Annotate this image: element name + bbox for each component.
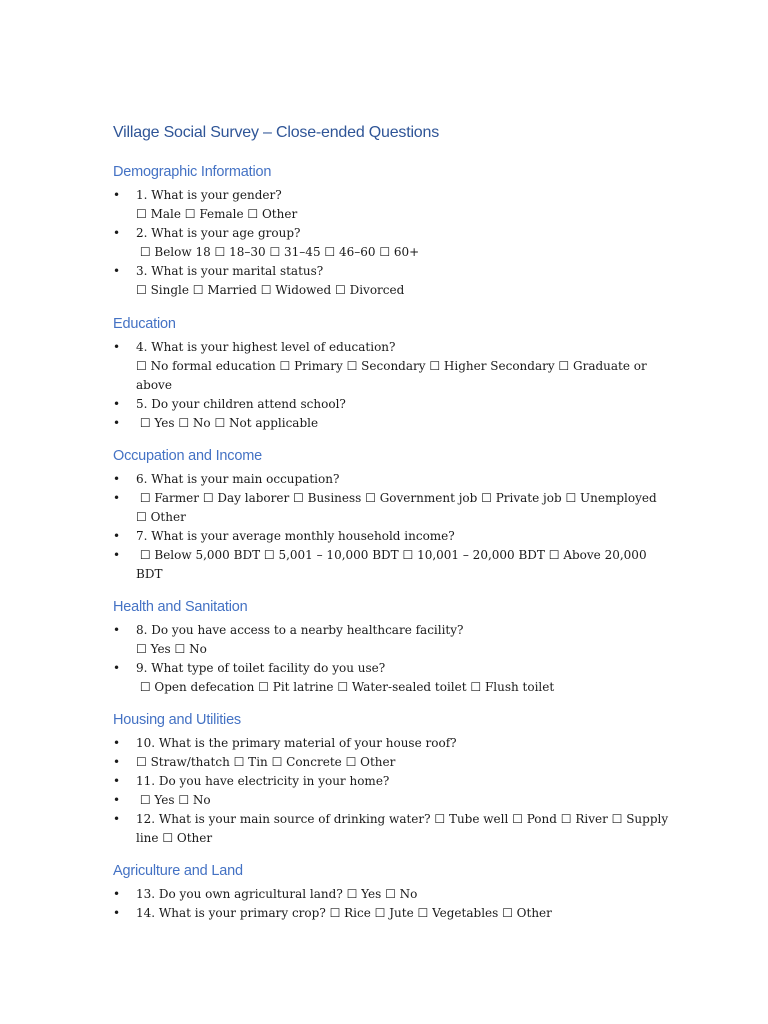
question-text: 10. What is the primary material of your house roof? [136, 736, 457, 750]
bullet-icon: • [113, 188, 121, 202]
question-list [113, 470, 673, 584]
section-heading: Health and Sanitation [113, 599, 248, 615]
question-text: ☐ No formal education ☐ Primary ☐ Secondary ☐ Higher Secondary ☐ Graduate or [136, 359, 647, 373]
question-text: 12. What is your main source of drinking water? ☐ Tube well ☐ Pond ☐ River ☐ Supply [136, 812, 669, 826]
bullet-icon: • [113, 529, 121, 543]
question-text: 2. What is your age group? [136, 226, 301, 240]
question-text: ☐ Yes ☐ No [136, 642, 207, 656]
question-text: ☐ Single ☐ Married ☐ Widowed ☐ Divorced [136, 283, 405, 297]
question-text: 9. What type of toilet facility do you use? [136, 661, 386, 675]
list-item [113, 621, 673, 659]
list-item [113, 885, 673, 904]
section-heading: Demographic Information [113, 164, 272, 180]
question-list [113, 338, 673, 433]
bullet-icon: • [113, 226, 121, 240]
question-text: BDT [136, 567, 163, 581]
question-text: 13. Do you own agricultural land? ☐ Yes ☐ No [136, 887, 418, 901]
question-text: ☐ Male ☐ Female ☐ Other [136, 207, 298, 221]
question-text: 7. What is your average monthly household income? [136, 529, 455, 543]
bullet-icon: • [113, 472, 121, 486]
bullet-icon: • [113, 397, 121, 411]
question-text: 6. What is your main occupation? [136, 472, 340, 486]
section-health-and-sanitation [113, 598, 673, 697]
list-item [113, 904, 673, 923]
question-text: line ☐ Other [136, 831, 213, 845]
section-heading: Education [113, 316, 176, 332]
list-item [113, 470, 673, 489]
bullet-icon: • [113, 736, 121, 750]
list-item [113, 772, 673, 791]
question-text: ☐ Below 5,000 BDT ☐ 5,001 – 10,000 BDT ☐ 10,001 – 20,000 BDT ☐ Above 20,000 [136, 548, 647, 562]
question-list [113, 734, 673, 848]
list-item [113, 395, 673, 414]
bullet-icon: • [113, 491, 121, 505]
question-text: ☐ Yes ☐ No ☐ Not applicable [136, 416, 319, 430]
list-item [113, 414, 673, 433]
bullet-icon: • [113, 774, 121, 788]
bullet-icon: • [113, 887, 121, 901]
section-heading: Occupation and Income [113, 448, 262, 464]
list-item [113, 186, 673, 224]
question-text: ☐ Open defecation ☐ Pit latrine ☐ Water-sealed toilet ☐ Flush toilet [136, 680, 555, 694]
bullet-icon: • [113, 793, 121, 807]
question-list [113, 621, 673, 697]
list-item [113, 338, 673, 395]
bullet-icon: • [113, 264, 121, 278]
question-text: 1. What is your gender? [136, 188, 282, 202]
bullet-icon: • [113, 340, 121, 354]
document-title: Village Social Survey – Close-ended Questions [113, 124, 440, 141]
list-item [113, 527, 673, 546]
bullet-icon: • [113, 661, 121, 675]
list-item [113, 734, 673, 753]
question-text: ☐ Other [136, 510, 186, 524]
question-text: ☐ Farmer ☐ Day laborer ☐ Business ☐ Government job ☐ Private job ☐ Unemployed [136, 491, 657, 505]
bullet-icon: • [113, 416, 121, 430]
question-text: above [136, 378, 172, 392]
question-text: 5. Do your children attend school? [136, 397, 346, 411]
question-text: 3. What is your marital status? [136, 264, 324, 278]
question-text: 4. What is your highest level of education? [136, 340, 396, 354]
bullet-icon: • [113, 812, 121, 826]
bullet-icon: • [113, 755, 121, 769]
list-item [113, 753, 673, 772]
list-item [113, 546, 673, 584]
list-item [113, 489, 673, 527]
question-list [113, 885, 673, 923]
question-text: ☐ Straw/thatch ☐ Tin ☐ Concrete ☐ Other [136, 755, 396, 769]
list-item [113, 262, 673, 300]
section-housing-and-utilities [113, 711, 673, 848]
section-occupation-and-income [113, 447, 673, 584]
question-text: ☐ Yes ☐ No [136, 793, 211, 807]
bullet-icon: • [113, 906, 121, 920]
question-text: 14. What is your primary crop? ☐ Rice ☐ Jute ☐ Vegetables ☐ Other [136, 906, 552, 920]
list-item [113, 659, 673, 697]
question-list [113, 186, 673, 300]
bullet-icon: • [113, 548, 121, 562]
list-item [113, 791, 673, 810]
section-heading: Housing and Utilities [113, 712, 241, 728]
section-heading: Agriculture and Land [113, 863, 243, 879]
list-item [113, 224, 673, 262]
question-text: 11. Do you have electricity in your home? [136, 774, 390, 788]
section-demographic-information [113, 163, 673, 300]
bullet-icon: • [113, 623, 121, 637]
question-text: 8. Do you have access to a nearby healthcare facility? [136, 623, 464, 637]
section-education [113, 315, 673, 433]
section-agriculture-and-land [113, 862, 673, 923]
list-item [113, 810, 673, 848]
question-text: ☐ Below 18 ☐ 18–30 ☐ 31–45 ☐ 46–60 ☐ 60+ [136, 245, 420, 259]
